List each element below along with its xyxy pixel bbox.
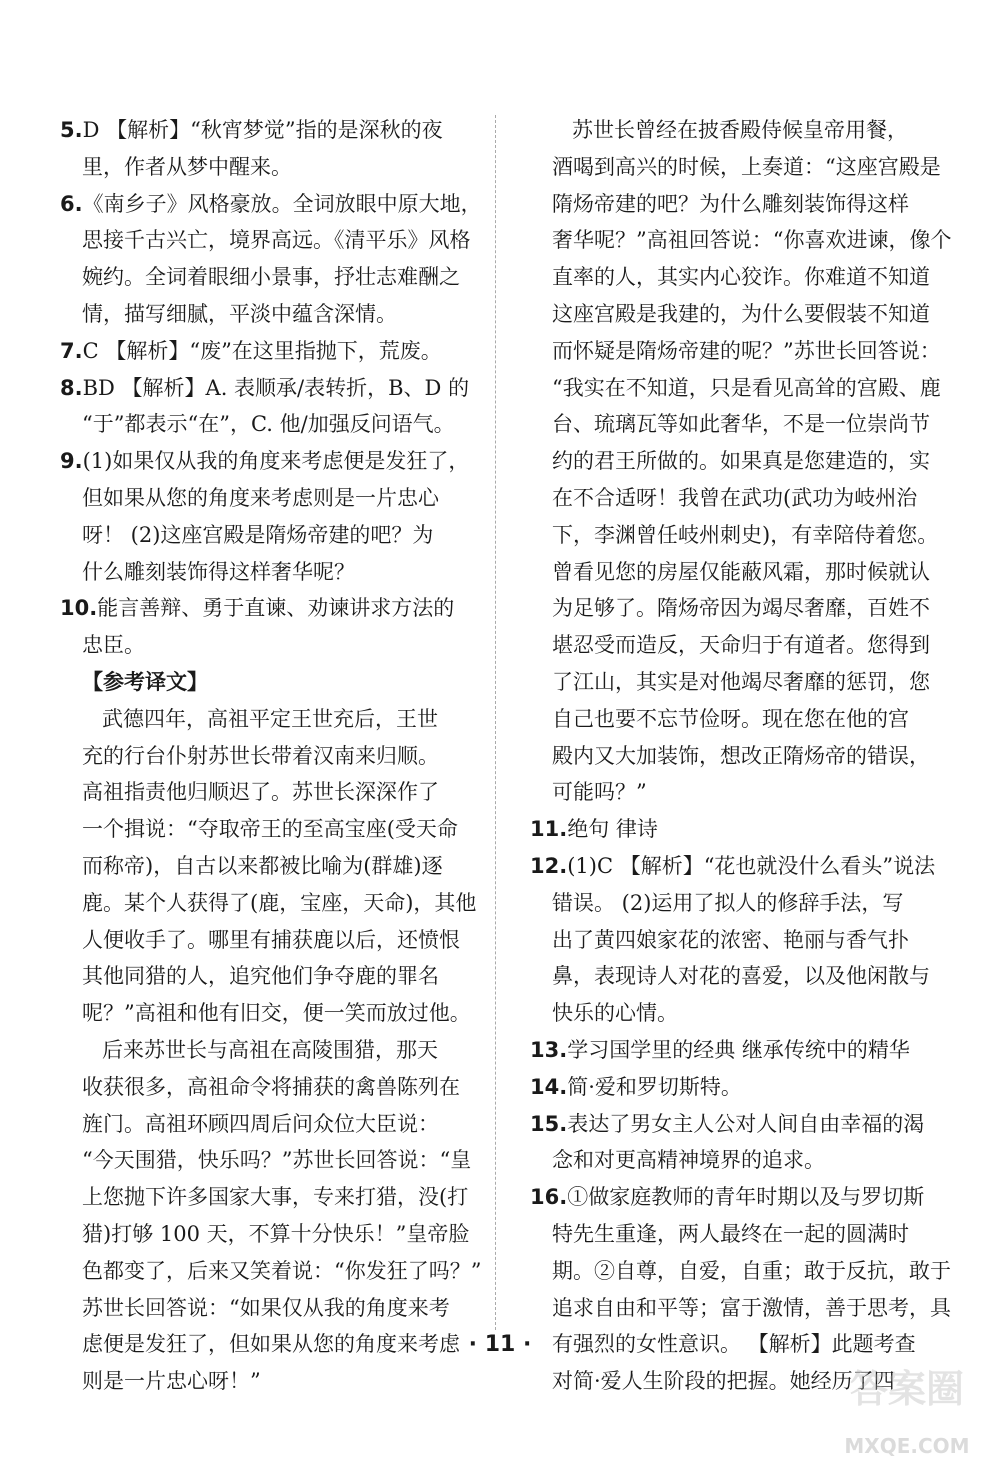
line-text: 思接千古兴亡，境界高远。《清平乐》风格 [82, 228, 471, 253]
text-line [60, 774, 470, 811]
line-text: 期。②自尊，自爱，自重；敢于反抗，敢于 [552, 1258, 951, 1283]
text-line [60, 811, 470, 848]
text-line [60, 259, 470, 296]
text-line [530, 112, 940, 149]
text-line [60, 222, 470, 259]
text-line [530, 738, 940, 775]
text-line [530, 1216, 940, 1253]
text-line [530, 774, 940, 811]
text-line [60, 480, 470, 517]
question-number: 8. [60, 375, 83, 400]
line-text: 婉约。全词着眼细小景事，抒壮志难酬之 [82, 265, 460, 290]
text-line [530, 1253, 951, 1290]
line-text: 为足够了。隋炀帝因为竭尽奢靡，百姓不 [552, 596, 930, 621]
line-text: 曾看见您的房屋仅能蔽风霜，那时候就认 [552, 559, 930, 584]
text-line [530, 664, 940, 701]
line-text: 旌门。高祖环顾四周后问众位大臣说： [82, 1111, 439, 1136]
text-line [530, 296, 940, 333]
text-line [60, 1253, 482, 1290]
left-column [60, 112, 482, 1400]
text-line [530, 517, 940, 554]
question-number: 16. [530, 1185, 568, 1210]
line-text: 堪忍受而造反，天命归于有道者。您得到 [552, 633, 930, 658]
question-number: 7. [60, 338, 83, 363]
text-line [60, 958, 470, 995]
line-text: 下，李渊曾任岐州刺史)，有幸陪侍着您。 [552, 522, 939, 547]
text-line [530, 590, 940, 627]
text-line [530, 848, 940, 885]
line-text: 情，描写细腻，平淡中蕴含深情。 [82, 301, 397, 326]
line-text: 则是一片忠心呀！” [82, 1369, 261, 1394]
line-text: 酒喝到高兴的时候，上奏道：“这座宫殿是 [552, 154, 941, 179]
line-text: 苏世长回答说：“如果仅从我的角度来考 [82, 1295, 450, 1320]
text-line [60, 664, 470, 701]
line-text: 鹿。某个人获得了(鹿，宝座，天命)，其他 [82, 890, 477, 915]
watermark-logo: 答案圈 [849, 1367, 964, 1411]
line-text: 能言善辩、勇于直谏、劝谏讲求方法的 [97, 596, 455, 621]
text-line [60, 1142, 470, 1179]
line-text: 有强烈的女性意识。 【解析】此题考查 [552, 1332, 916, 1357]
column-divider [495, 115, 496, 1330]
line-text: 虑便是发狂了，但如果从您的角度来考虑 [82, 1332, 460, 1357]
text-line [530, 701, 940, 738]
line-text: 可能吗？” [552, 780, 647, 805]
line-text: D 【解析】“秋宵梦觉”指的是深秋的夜 [82, 118, 443, 142]
text-line [60, 112, 470, 149]
text-line [530, 1069, 940, 1106]
line-text: BD 【解析】A. 表顺承/表转折，B、D 的 [82, 375, 470, 400]
line-text: 忠臣。 [82, 633, 145, 658]
line-text: 后来苏世长与高祖在高陵围猎，那天 [102, 1037, 438, 1062]
line-text: 错误。 (2)运用了拟人的修辞手法，写 [552, 890, 904, 915]
line-text: (1)如果仅从我的角度来考虑便是发狂了， [82, 449, 470, 474]
text-line [60, 1032, 470, 1069]
text-line [60, 995, 470, 1032]
line-text: 一个揖说：“夺取帝王的至高宝座(受天命 [82, 817, 458, 842]
line-text: 奢华呢？”高祖回答说：“你喜欢进谏，像个 [552, 228, 952, 253]
text-line [60, 627, 470, 664]
line-text: 出了黄四娘家花的浓密、艳丽与香气扑 [552, 927, 909, 952]
right-column [530, 112, 952, 1400]
line-text: 呀！ (2)这座宫殿是隋炀帝建的吧？为 [82, 522, 434, 547]
line-text: 高祖指责他归顺迟了。苏世长深深作了 [82, 780, 439, 805]
line-text: ①做家庭教师的青年时期以及与罗切斯 [567, 1185, 925, 1210]
line-text: 苏世长曾经在披香殿侍候皇帝用餐， [572, 118, 908, 142]
line-text: 充的行台仆射苏世长带着汉南来归顺。 [82, 743, 439, 768]
text-line [60, 885, 477, 922]
line-text: 但如果从您的角度来考虑则是一片忠心 [82, 485, 439, 510]
text-line [60, 554, 470, 591]
line-text: 什么雕刻装饰得这样奢华呢？ [82, 559, 355, 584]
line-text: (1)C 【解析】“花也就没什么看头”说法 [567, 853, 936, 878]
text-line [530, 443, 940, 480]
text-line [60, 1363, 470, 1400]
text-line [530, 1142, 940, 1179]
text-line [530, 406, 940, 443]
line-text: 对简·爱人生阶段的把握。她经历了四 [552, 1369, 895, 1394]
text-line [60, 443, 470, 480]
line-text: 约的君王所做的。如果真是您建造的，实 [552, 449, 930, 474]
text-line [530, 958, 940, 995]
line-text: 武德四年，高祖平定王世充后，王世 [102, 706, 438, 731]
text-line [530, 480, 940, 517]
question-number: 10. [60, 596, 98, 621]
line-text: 《南乡子》风格豪放。全词放眼中原大地， [82, 191, 482, 216]
line-text: 其他同猎的人，追究他们争夺鹿的罪名 [82, 964, 439, 989]
text-line [60, 1179, 470, 1216]
line-text: 呢？”高祖和他有旧交，便一笑而放过他。 [82, 1001, 471, 1026]
line-text: 隋炀帝建的吧？为什么雕刻装饰得这样 [552, 191, 909, 216]
text-line [60, 406, 470, 443]
text-line [530, 370, 940, 407]
text-line [530, 1179, 940, 1216]
question-number: 6. [60, 191, 83, 216]
line-text: 追求自由和平等；富于激情，善于思考，具 [552, 1295, 951, 1320]
text-line [530, 259, 940, 296]
question-number: 13. [530, 1037, 568, 1062]
line-text: 直率的人，其实内心狡诈。你难道不知道 [552, 265, 930, 290]
text-line [60, 590, 470, 627]
line-text: 鼻，表现诗人对花的喜爱，以及他闲散与 [552, 964, 930, 989]
line-text: 简·爱和罗切斯特。 [567, 1074, 742, 1099]
line-text: 这座宫殿是我建的，为什么要假装不知道 [552, 301, 930, 326]
line-text: 收获很多，高祖命令将捕获的禽兽陈列在 [82, 1074, 460, 1099]
line-text: 而称帝)，自古以来都被比喻为(群雄)逐 [82, 853, 443, 878]
text-line [60, 701, 470, 738]
text-line [530, 1106, 940, 1143]
text-line [530, 1290, 951, 1327]
text-line [60, 517, 470, 554]
text-line [530, 333, 940, 370]
line-text: 色都变了，后来又笑着说：“你发狂了吗？” [82, 1258, 482, 1283]
text-line [530, 922, 940, 959]
watermark [832, 1358, 982, 1458]
line-text: 了江山，其实是对他竭尽奢靡的惩罚，您 [552, 669, 930, 694]
text-line [60, 149, 470, 186]
text-line [60, 1106, 470, 1143]
line-text: 自己也要不忘节俭呀。现在您在他的宫 [552, 706, 909, 731]
line-text: 而怀疑是隋炀帝建的呢？”苏世长回答说： [552, 338, 941, 363]
text-line [60, 370, 470, 407]
text-line [60, 1290, 470, 1327]
line-text: 里，作者从梦中醒来。 [82, 154, 292, 179]
line-text: C 【解析】“废”在这里指抛下，荒废。 [82, 338, 442, 363]
text-line [530, 186, 940, 223]
text-line [60, 922, 470, 959]
text-line [530, 554, 940, 591]
text-line [530, 885, 940, 922]
line-text: 表达了男女主人公对人间自由幸福的渴 [567, 1111, 925, 1136]
question-number: 15. [530, 1111, 568, 1136]
line-text: 猎)打够 100 天，不算十分快乐！”皇帝脸 [82, 1221, 470, 1246]
line-text: 学习国学里的经典 继承传统中的精华 [567, 1037, 910, 1062]
line-text: “我实在不知道，只是看见高耸的宫殿、鹿 [552, 375, 941, 400]
line-text: 殿内又大加装饰，想改正隋炀帝的错误， [552, 743, 930, 768]
line-text: 特先生重逢，两人最终在一起的圆满时 [552, 1221, 909, 1246]
text-line [530, 149, 940, 186]
text-line [60, 186, 482, 223]
text-line [530, 811, 940, 848]
text-line [530, 1032, 940, 1069]
question-number: 14. [530, 1074, 568, 1099]
line-text: 在不合适呀！我曾在武功(武功为岐州治 [552, 485, 918, 510]
question-number: 5. [60, 118, 83, 142]
line-text: “今天围猎，快乐吗？”苏世长回答说：“皇 [82, 1148, 472, 1173]
text-line [60, 738, 470, 775]
question-number: 11. [530, 817, 568, 842]
text-line [530, 627, 940, 664]
text-line [60, 1069, 470, 1106]
watermark-text: MXQE.COM [844, 1434, 970, 1458]
text-line [60, 296, 470, 333]
line-text: “于”都表示“在”，C. 他/加强反问语气。 [82, 412, 455, 437]
section-heading: 【参考译文】 [82, 669, 208, 694]
line-text: 绝句 律诗 [567, 817, 658, 842]
text-line [60, 848, 470, 885]
text-line [530, 222, 952, 259]
line-text: 快乐的心情。 [552, 1001, 678, 1026]
question-number: 12. [530, 853, 568, 878]
line-text: 人便收手了。哪里有捕获鹿以后，还愤恨 [82, 927, 460, 952]
line-text: 台、琉璃瓦等如此奢华，不是一位崇尚节 [552, 412, 930, 437]
question-number: 9. [60, 449, 83, 474]
text-line [60, 333, 470, 370]
page-number: · 11 · [468, 1332, 532, 1357]
text-line [60, 1216, 470, 1253]
text-line [530, 995, 940, 1032]
line-text: 上您抛下许多国家大事，专来打猎，没(打 [82, 1185, 469, 1210]
line-text: 念和对更高精神境界的追求。 [552, 1148, 825, 1173]
